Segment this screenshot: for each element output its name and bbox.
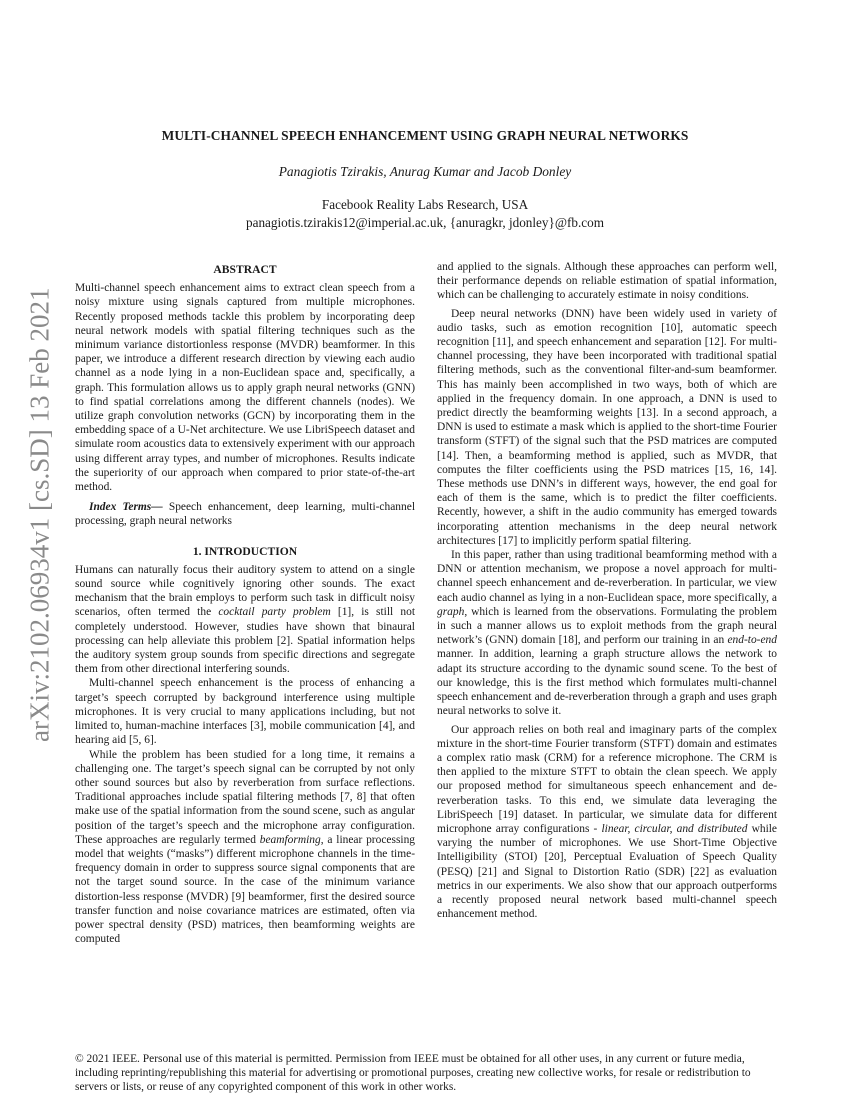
affiliation-block [75, 196, 775, 232]
right-column [437, 260, 777, 921]
emphasis-end-to-end: end-to-end [727, 634, 777, 647]
intro-paragraph-3: While the problem has been studied for a long time, it remains a challenging one. The target’s speech signal can be corrupted by not only other sound sources but also by reverberation from surface reflections. Traditional approaches include spatial filtering methods [7, 8] that often make use of the spatial information from the sound scene, such as angular position of the target’s speech and the microphone array configuration. These approaches are regularly termed beamforming, a linear processing model that weights (“masks”) different microphone channels in the time-frequency domain in order to suppress source signal components that are not the target sound source. In the case of the minimum variance distortion-less response (MVDR) [9] beamformer, first the desired source transfer function and noise covariance matrices are estimated, often via power spectral density (PSD) matrices, then beamforming weights are computed [75, 748, 416, 946]
author-list: Panagiotis Tzirakis, Anurag Kumar and Jacob Donley [278, 164, 572, 179]
arxiv-identifier: arXiv:2102.06934v1 [cs.SD] 13 Feb 2021 [24, 287, 55, 743]
intro-paragraph-2: Multi-channel speech enhancement is the process of enhancing a target’s speech corrupted by background interference using multiple microphones. It is very crucial to many applications including, but not limited to, human-machine interfaces [3], mobile communication [4], and hearing aid [5, 6]. [75, 677, 415, 747]
emphasis-graph: graph [437, 605, 465, 618]
introduction-heading: 1. INTRODUCTION [192, 544, 298, 558]
author-emails: panagiotis.tzirakis12@imperial.ac.uk, {anuragkr, jdonley}@fb.com [246, 215, 604, 230]
left-column [75, 260, 415, 946]
right-paragraph-dnn: Deep neural networks (DNN) have been widely used in variety of audio tasks, such as emotion recognition [10], automatic speech recognition [11], and speech enhancement and separation [12]. For multi-channel processing, they have been incorporated with traditional spatial filtering methods, such as the conventional filter-and-sum beamformer. This has mainly been accomplished in two ways, both of which are applied in the frequency domain. In one approach, a DNN is used to predict directly the beamforming weights [13]. In a second approach, a DNN is used to estimate a mask which is applied to the short-time Fourier transform (STFT) of the signal such that the PSD matrices are computed [14]. Then, a beamforming method is applied, such as MVDR, that computes the filter coefficients using the PSD matrices [15, 16, 14]. These methods use DNN’s in different ways, however, the end goal for each of them is the same, which is to predict the filter coefficients. Recently, however, a shift in the audio community has emerged towards incorporating attention mechanisms in the deep neural network architectures [17] to implicitly perform spatial filtering. [437, 307, 777, 547]
copyright-footer: © 2021 IEEE. Personal use of this material is permitted. Permission from IEEE must be obtained for all other uses, in any current or future media, including reprinting/republishing this material for advertising or promotional purposes, creating new collective works, for resale or redistribution to servers or lists, or reuse of any copyrighted component of this work in other works. [75, 1053, 751, 1094]
index-terms [75, 500, 415, 528]
emphasis-cocktail-party: cocktail party problem [218, 606, 331, 619]
emphasis-array-types: linear, circular, and distributed [601, 822, 748, 835]
emphasis-beamforming: beamforming [259, 833, 321, 846]
paper-title: MULTI-CHANNEL SPEECH ENHANCEMENT USING GRAPH NEURAL NETWORKS [161, 128, 689, 143]
right-paragraph-proposal: In this paper, rather than using traditional beamforming method with a DNN or attention mechanism, we propose a novel approach for multi-channel speech enhancement and de-reverberation. In particular, we view each audio channel as lying in a non-Euclidean space, more specifically, a graph, which is learned from the observations. Formulating the problem in such a manner allows us to exploit methods from the graph neural network’s (GNN) domain [18], and perform our training in an end-to-end manner. In addition, learning a graph structure allows the network to adapt its structure according to the dynamic sound scene. To the best of our knowledge, this is the first method which formulates multi-channel speech enhancement and de-reverberation through a graph and uses graph neural networks to solve it. [437, 549, 777, 718]
index-terms-text: Speech enhancement, deep learning, multi-channel processing, graph neural networks [75, 501, 415, 528]
right-paragraph-approach: Our approach relies on both real and imaginary parts of the complex mixture in the short-time Fourier transform (STFT) domain and estimates a complex ratio mask (CRM) for a reference microphone. The CRM is then applied to the mixture STFT to obtain the clean speech. We apply our proposed method for simultaneous speech enhancement and de-reverberation tasks. To this end, we simulate data leveraging the LibriSpeech [19] dataset. In particular, we simulate data for different microphone array configurations - linear, circular, and distributed while varying the number of microphones. We use Short-Time Objective Intelligibility (STOI) [20], Perceptual Evaluation of Speech Quality (PESQ) [21] and Signal to Distortion Ratio (SDR) [22] as evaluation metrics in our experiments. We also show that our approach outperforms a recently proposed neural network based multi-channel speech enhancement method. [437, 723, 777, 921]
abstract-heading: ABSTRACT [213, 263, 277, 276]
affiliation: Facebook Reality Labs Research, USA [321, 197, 529, 212]
index-terms-label: Index Terms— [89, 501, 163, 514]
abstract-text: Multi-channel speech enhancement aims to extract clean speech from a noisy mixture using signals captured from multiple microphones. Recently proposed methods tackle this problem by incorporating deep neural network models with spatial filtering techniques such as the minimum variance distortionless response (MVDR) beamformer. In this paper, we introduce a different research direction by viewing each audio channel as a node lying in a non-Euclidean space and, specifically, a graph. This formulation allows us to apply graph neural networks (GNN) to find spatial correlations among the different channels (nodes). We utilize graph convolution networks (GCN) by incorporating them in the embedding space of a U-Net architecture. We use LibriSpeech dataset and simulate room acoustics data to extensively experiment with our approach using different array types, and number of microphones. Results indicate the superiority of our approach when compared to prior state-of-the-art method. [75, 282, 415, 494]
intro-paragraph-1: Humans can naturally focus their auditory system to attend on a single sound source while cognitively ignoring other sounds. The exact mechanism that the brain employs to perform such task in difficult noisy scenarios, often termed the cocktail party problem [1], is still not completely understood. However, studies have shown that binaural processing can help alleviate this problem [2]. Spatial information helps the auditory system group sounds from specific directions and segregate them from other directional interfering sounds. [75, 563, 415, 676]
right-paragraph-continued: and applied to the signals. Although these approaches can perform well, their performance depends on reliable estimation of spatial information, which can be challenging to accurately estimate in noisy conditions. [437, 261, 777, 302]
